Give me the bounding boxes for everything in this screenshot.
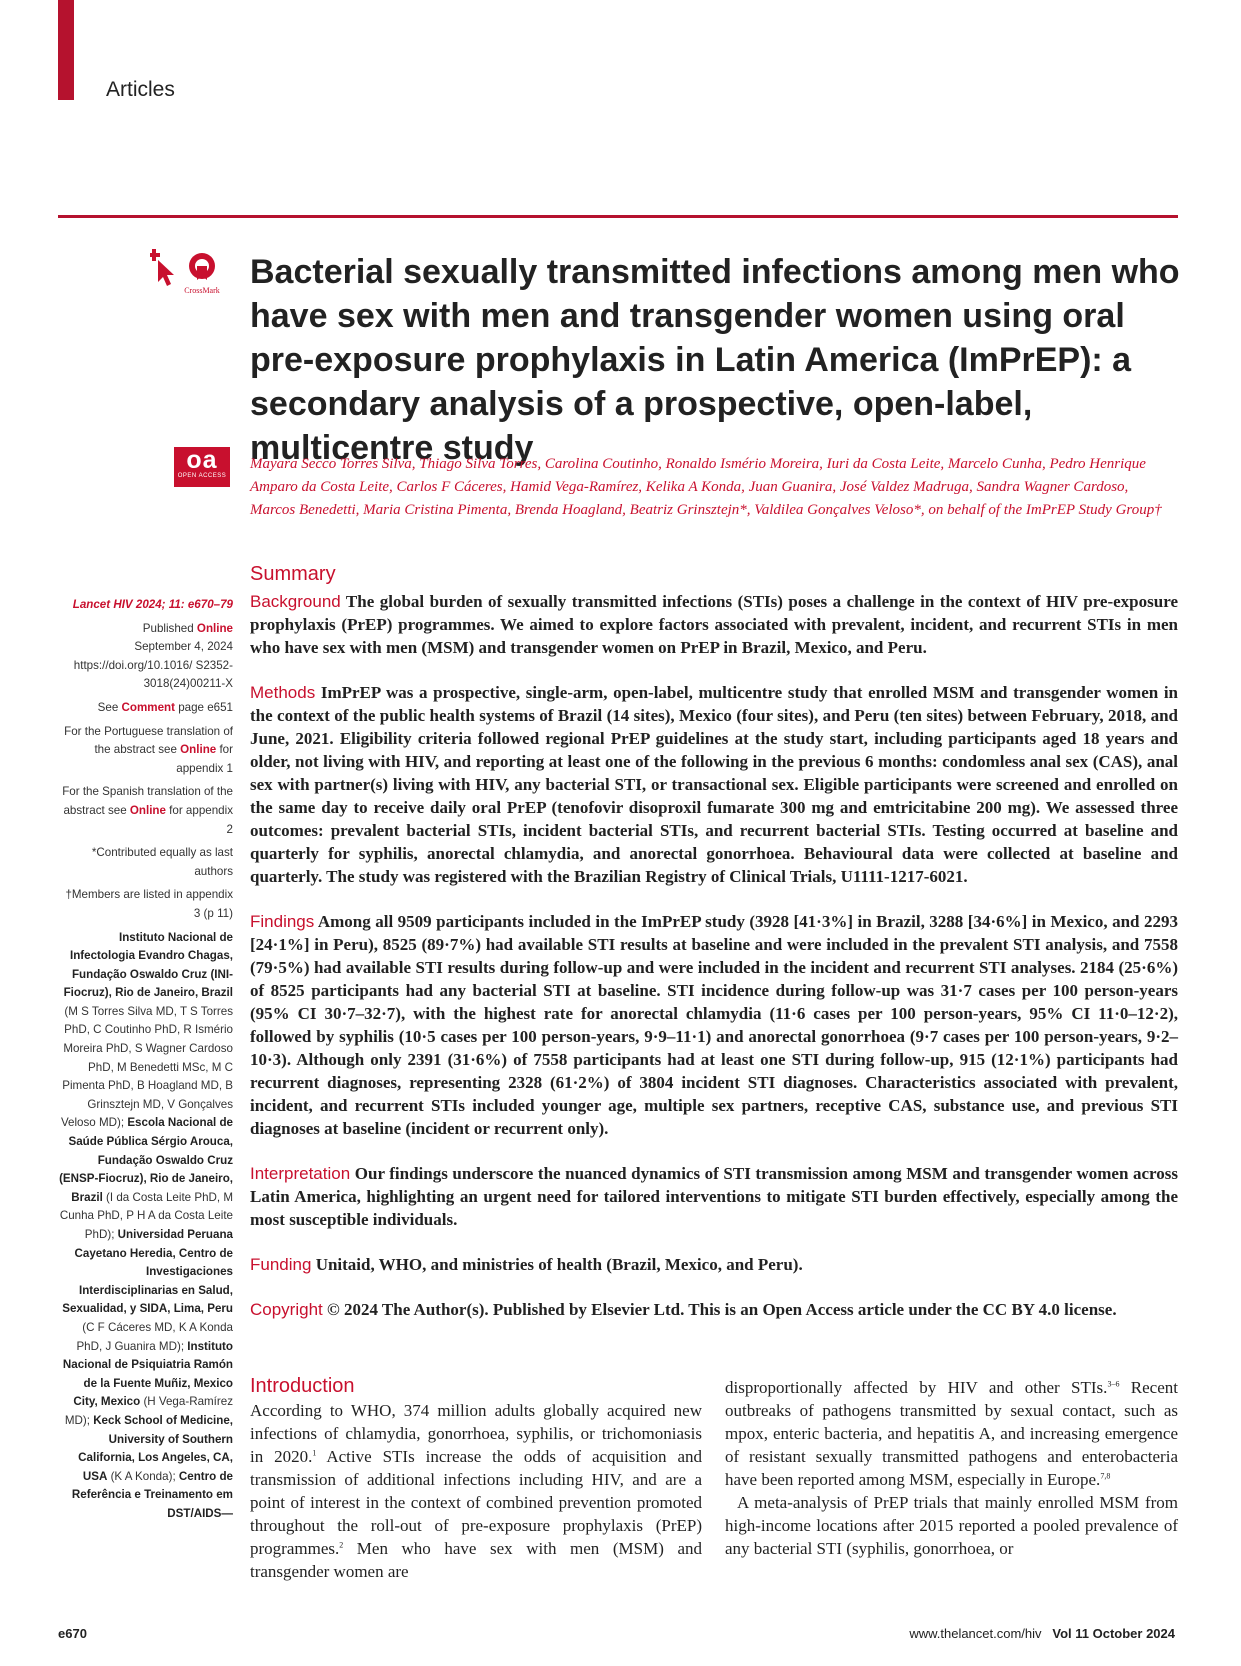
summary-funding <box>250 1253 1178 1276</box>
affiliations <box>58 929 233 1524</box>
intro-paragraph-2: A meta-analysis of PrEP trials that mainly enrolled MSM from high-income locations after 2015 reported a pooled prevalence of any bacterial STI (syphilis, gonorrhoea, or <box>725 1493 1178 1558</box>
summary-body <box>250 590 1178 1343</box>
summary-interpretation <box>250 1162 1178 1231</box>
intro-text-2b: Recent outbreaks of pathogens transmitted by sexual contact, such as mpox, enteric bacteria, and hepatitis A, and increasing emergence of resistant sexually transmitted pathogens and enterobacteria have been reported among MSM, especially in Europe. <box>725 1378 1178 1489</box>
affiliation-3-names: (C F Cáceres MD, K A Konda PhD, J Guanira MD); <box>76 1320 233 1353</box>
introduction-heading: Introduction <box>250 1375 355 1397</box>
summary-findings <box>250 910 1178 1140</box>
copyright-label: Copyright <box>250 1300 323 1319</box>
header-accent-bar <box>58 0 74 100</box>
funding-text: Unitaid, WHO, and ministries of health (Brazil, Mexico, and Peru). <box>311 1255 803 1274</box>
copyright-text: © 2024 The Author(s). Published by Elsevier Ltd. This is an Open Access article under the CC BY 4.0 license. <box>322 1300 1117 1319</box>
published-info <box>58 620 233 694</box>
spanish-online-link[interactable]: Online <box>129 803 166 817</box>
crossmark-icon[interactable] <box>150 246 240 306</box>
journal-volume: Vol 11 October 2024 <box>1052 1626 1175 1641</box>
intro-text-1b: Active STIs increase the odds of acquisition and transmission of additional infections including HIV, and are a point of interest in the context of combined prevention promoted throughout the roll-out of pre-exposure prophylaxis (PrEP) programmes. <box>250 1447 702 1558</box>
affiliation-6: Centro de Referência e Treinamento em DST/AIDS— <box>71 1469 233 1520</box>
published-prefix: Published <box>142 621 197 635</box>
published-details: September 4, 2024 https://doi.org/10.1016/ S2352-3018(24)00211-X <box>73 640 233 691</box>
comment-link[interactable]: Comment <box>121 700 175 714</box>
affiliation-5-names: (K A Konda); <box>107 1469 179 1483</box>
reference-2[interactable]: 2 <box>339 1540 344 1550</box>
header-rule <box>58 215 1178 218</box>
spanish-prefix: For the Spanish translation of the abstract see <box>62 785 233 817</box>
interpretation-text: Our findings underscore the nuanced dynamics of STI transmission among MSM and transgender women across Latin America, highlighting an urgent need for tailored interventions to mitigate STI burden effectively, especially among the most susceptible individuals. <box>250 1164 1178 1229</box>
summary-heading: Summary <box>250 563 336 585</box>
intro-text-1c: Men who have sex with men (MSM) and transgender women are <box>250 1539 702 1581</box>
intro-text-1a: According to WHO, 374 million adults globally acquired new infections of chlamydia, gonorrhoea, syphilis, or trichomoniasis in 2020. <box>250 1401 702 1466</box>
oa-badge-subtext: OPEN ACCESS <box>177 473 227 479</box>
crossmark-graphic <box>150 246 240 306</box>
affiliation-2-names: (I da Costa Leite PhD, M Cunha PhD, P H A da Costa Leite PhD); <box>59 1190 233 1241</box>
see-comment <box>58 699 233 718</box>
portuguese-rest: for appendix 1 <box>176 743 233 775</box>
portuguese-online-link[interactable]: Online <box>180 743 217 757</box>
see-rest: page e651 <box>174 700 233 714</box>
contributed-note: *Contributed equally as last authors <box>91 846 233 878</box>
open-access-badge <box>174 447 230 487</box>
sidebar <box>58 596 233 1529</box>
journal-url[interactable]: www.thelancet.com/hiv <box>909 1626 1042 1641</box>
portuguese-prefix: For the Portuguese translation of the abstract see <box>64 724 233 757</box>
reference-3-6[interactable]: 3–6 <box>1107 1379 1120 1389</box>
methods-label: Methods <box>250 683 316 702</box>
intro-paragraph-1-cont <box>725 1376 1178 1491</box>
summary-methods <box>250 681 1178 888</box>
oa-badge-text: oa <box>186 446 218 474</box>
citation: Lancet HIV 2024; 11: e670–79 <box>72 598 233 611</box>
summary-background <box>250 590 1178 659</box>
cursor-icon <box>158 260 174 286</box>
methods-text: ImPrEP was a prospective, single-arm, open-label, multicentre study that enrolled MSM and transgender women in the context of the public health systems of Brazil (14 sites), Mexico (four sites), and Peru (ten sites) between February, 2018, and June, 2021. Eligibility criteria followed regional PrEP guidelines at the study start, including participants aged 18 years and older, not living with HIV, and reporting at least one of the following in the previous 6 months: condomless anal sex (CAS), anal sex with partner(s) living with HIV, any bacterial STI, or transactional sex. Eligible participants were screened and enrolled on the same day to receive daily oral PrEP (tenofovir disoproxil fumarate 300 mg and emtricitabine 200 mg). We assessed three outcomes: prevalent bacterial STIs, incident bacterial STIs, and recurrent bacterial STIs. Testing occurred at baseline and quarterly for syphilis, anorectal chlamydia, and anorectal gonorrhoea. Behavioural data were collected at baseline and quarterly. The study was registered with the Brazilian Registry of Clinical Trials, U1111-1217-6021. <box>250 683 1178 886</box>
affiliation-4-names: (H Vega-Ramírez MD); <box>64 1395 233 1427</box>
spanish-rest: for appendix 2 <box>165 803 233 836</box>
affiliation-4: Instituto Nacional de Psiquiatria Ramón de la Fuente Muñiz, Mexico City, Mexico <box>62 1339 233 1409</box>
funding-label: Funding <box>250 1255 312 1274</box>
background-text: The global burden of sexually transmitted infections (STIs) poses a challenge in the context of HIV pre-exposure prophylaxis (PrEP) programmes. We aimed to explore factors associated with prevalent, incident, and recurrent STIs in men who have sex with men (MSM) and transgender women on PrEP in Brazil, Mexico, and Peru. <box>250 592 1178 657</box>
footer-journal <box>880 1626 1175 1641</box>
reference-7-8[interactable]: 7,8 <box>1100 1471 1111 1481</box>
article-authors: Mayara Secco Torres Silva, Thiago Silva Torres, Carolina Coutinho, Ronaldo Ismério Moreira, Iuri da Costa Leite, Marcelo Cunha, Pedro Henrique Amparo da Costa Leite, Carlos F Cáceres, Hamid Vega-Ramírez, Kelika A Konda, Juan Guanira, José Valdez Madruga, Sandra Wagner Cardoso, Marcos Benedetti, Maria Cristina Pimenta, Brenda Hoagland, Beatriz Grinsztejn*, Valdilea Gonçalves Veloso*, on behalf of the ImPrEP Study Group† <box>250 456 1162 518</box>
intro-text-2a: disproportionally affected by HIV and other STIs. <box>725 1378 1108 1397</box>
intro-paragraph-1 <box>250 1399 702 1583</box>
affiliation-2: Escola Nacional de Saúde Pública Sérgio Arouca, Fundação Oswaldo Cruz (ENSP-Fiocruz), Rio de Janeiro, Brazil <box>59 1116 233 1204</box>
affiliation-5: Keck School of Medicine, University of Southern California, Los Angeles, CA, USA <box>78 1413 233 1483</box>
findings-label: Findings <box>250 912 315 931</box>
findings-text: Among all 9509 participants included in the ImPrEP study (3928 [41·3%] in Brazil, 3288 [34·6%] in Mexico, and 2293 [24·1%] in Peru), 8525 (89·7%) had available STI results at baseline and were included in the prevalent STI analysis, and 7558 (79·5%) had available STI results during follow-up and were included in the incident and recurrent STI analyses. 2184 (25·6%) of 8525 participants had any bacterial STI at baseline. STI incidence during follow-up was 31·7 cases per 100 person-years (95% CI 30·7–32·7), with the highest rate for anorectal chlamydia (11·6 cases per 100 person-years, 95% CI 11·0–12·2), followed by syphilis (10·5 cases per 100 person-years, 9·9–11·1) and anorectal gonorrhoea (9·7 cases per 100 person-years, 9·2–10·3). Although only 2391 (31·6%) of 7558 participants had at least one STI during follow-up, 915 (12·1%) participants had recurrent diagnoses, representing 2328 (61·2%) of 3804 incident STI diagnoses. Characteristics associated with prevalent, incident, and recurrent STIs included younger age, multiple sex partners, receptive CAS, substance use, and previous STI diagnoses at baseline (incident or recurrent only). <box>250 912 1178 1138</box>
article-title: Bacterial sexually transmitted infections among men who have sex with men and transgender women using oral pre-exposure prophylaxis in Latin America (ImPrEP): a secondary analysis of a prospective, open-label, multicentre study <box>250 253 1180 467</box>
affiliation-1: Instituto Nacional de Infectologia Evandro Chagas, Fundação Oswaldo Cruz (INI-Fiocruz), Rio de Janeiro, Brazil <box>63 930 233 1000</box>
spanish-translation <box>58 783 233 839</box>
page-number: e670 <box>58 1626 87 1641</box>
members-note: †Members are listed in appendix 3 (p 11) <box>65 888 233 920</box>
interpretation-label: Interpretation <box>250 1164 351 1183</box>
crossmark-label: CrossMark <box>184 286 220 295</box>
affiliation-1-names: (M S Torres Silva MD, T S Torres PhD, C Coutinho PhD, R Ismério Moreira PhD, S Wagner Cardoso PhD, M Benedetti MSc, M C Pimenta PhD, B Hoagland MD, B Grinsztejn MD, V Gonçalves Veloso MD); <box>60 1004 233 1130</box>
summary-copyright <box>250 1298 1178 1321</box>
section-label: Articles <box>106 78 175 101</box>
see-prefix: See <box>97 700 122 714</box>
published-online-link[interactable]: Online <box>196 621 233 635</box>
reference-1[interactable]: 1 <box>312 1448 317 1458</box>
portuguese-translation <box>58 723 233 779</box>
introduction-column-2 <box>725 1376 1178 1560</box>
background-label: Background <box>250 592 341 611</box>
affiliation-3: Universidad Peruana Cayetano Heredia, Centro de Investigaciones Interdisciplinarias en Salud, Sexualidad, y SIDA, Lima, Peru <box>62 1228 233 1316</box>
introduction-column-1 <box>250 1399 702 1583</box>
